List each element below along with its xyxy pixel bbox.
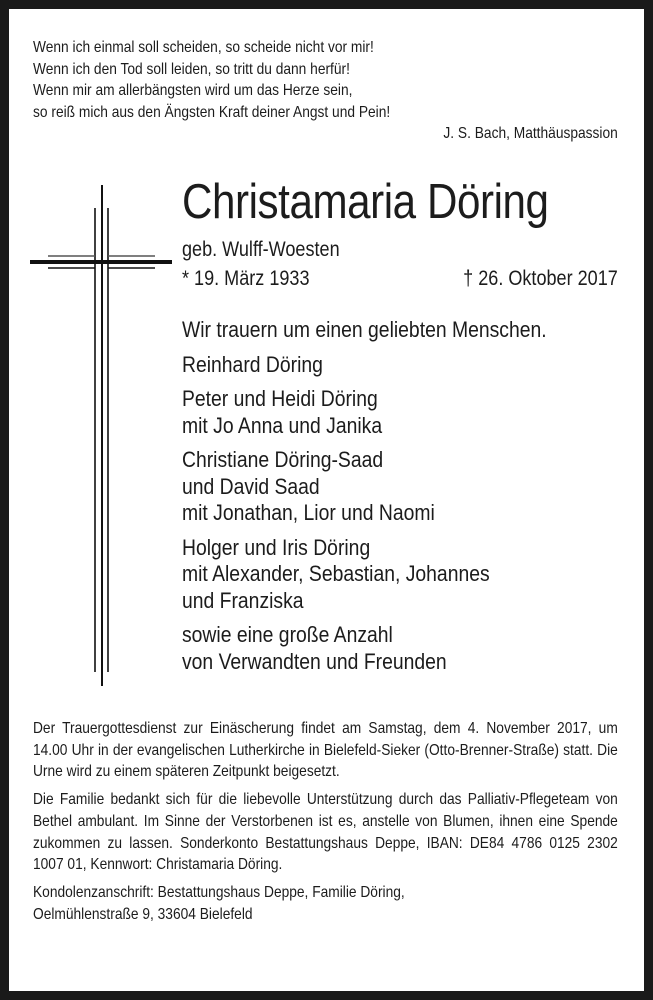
mourner-group [182, 447, 547, 527]
mourner-line: mit Alexander, Sebastian, Johannes [182, 561, 490, 586]
cross-icon [9, 9, 209, 709]
mourners-intro: Wir trauern um einen geliebten Menschen. [182, 317, 547, 342]
quote-line: Wenn ich den Tod soll leiden, so tritt du dann herfür! [33, 60, 350, 78]
quote-line: Wenn mir am allerbängsten wird um das Herze sein, [33, 82, 353, 100]
mourner-line: Christiane Döring-Saad [182, 447, 384, 472]
mourner-line: Peter und Heidi Döring [182, 386, 378, 411]
mourner-group [182, 352, 547, 379]
quote-line: so reiß mich aus den Ängsten Kraft deiner Angst und Pein! [33, 103, 391, 121]
quote-attribution: J. S. Bach, Matthäuspassion [443, 125, 618, 142]
mourner-line: Holger und Iris Döring [182, 534, 371, 560]
obituary-notice [9, 9, 644, 991]
condolence-address-line: Kondolenzanschrift: Bestattungshaus Deppe, Familie Döring, [33, 883, 405, 901]
mourner-line: von Verwandten und Freunden [182, 648, 447, 674]
mourner-line: sowie eine große Anzahl [182, 622, 393, 647]
deceased-name: Christamaria Döring [182, 175, 549, 229]
mourner-line: Reinhard Döring [182, 351, 323, 377]
mourner-line: mit Jo Anna und Janika [182, 412, 383, 438]
mourner-line: und David Saad [182, 473, 320, 499]
funeral-service-paragraph: Der Trauergottesdienst zur Einäscherung findet am Samstag, dem 4. November 2017, um 14.00 Uhr in der evangelischen Lutherkirche in Bielefeld-Sieker (Otto-Brenner-Straße) statt. Die Urne wird zu einem späteren Zeitpunkt beigesetzt. [33, 720, 618, 781]
mourner-group [182, 386, 547, 439]
birth-date: * 19. März 1933 [182, 267, 310, 290]
mourner-group [182, 622, 547, 675]
quote-line: Wenn ich einmal soll scheiden, so scheide nicht vor mir! [33, 39, 374, 56]
donation-paragraph: Die Familie bedankt sich für die liebevolle Unterstützung durch das Palliativ-Pflegeteam von Bethel ambulant. Im Sinne der Verstorbenen ist es, anstelle von Blumen, ihnen eine Spende zukommen zu lassen. Sonderkonto Bestattungshaus Deppe, IBAN: DE84 4786 0125 2302 1007 01, Kennwort: Christamaria Döring. [33, 791, 618, 874]
service-details [33, 718, 618, 931]
maiden-name: geb. Wulff-Woesten [182, 238, 340, 261]
mourner-group [182, 535, 547, 615]
mourner-line: und Franziska [182, 587, 304, 613]
condolence-address-line: Oelmühlenstraße 9, 33604 Bielefeld [33, 905, 253, 923]
death-date: † 26. Oktober 2017 [463, 267, 618, 290]
mourners-list [182, 317, 547, 675]
mourner-line: mit Jonathan, Lior und Naomi [182, 500, 435, 525]
